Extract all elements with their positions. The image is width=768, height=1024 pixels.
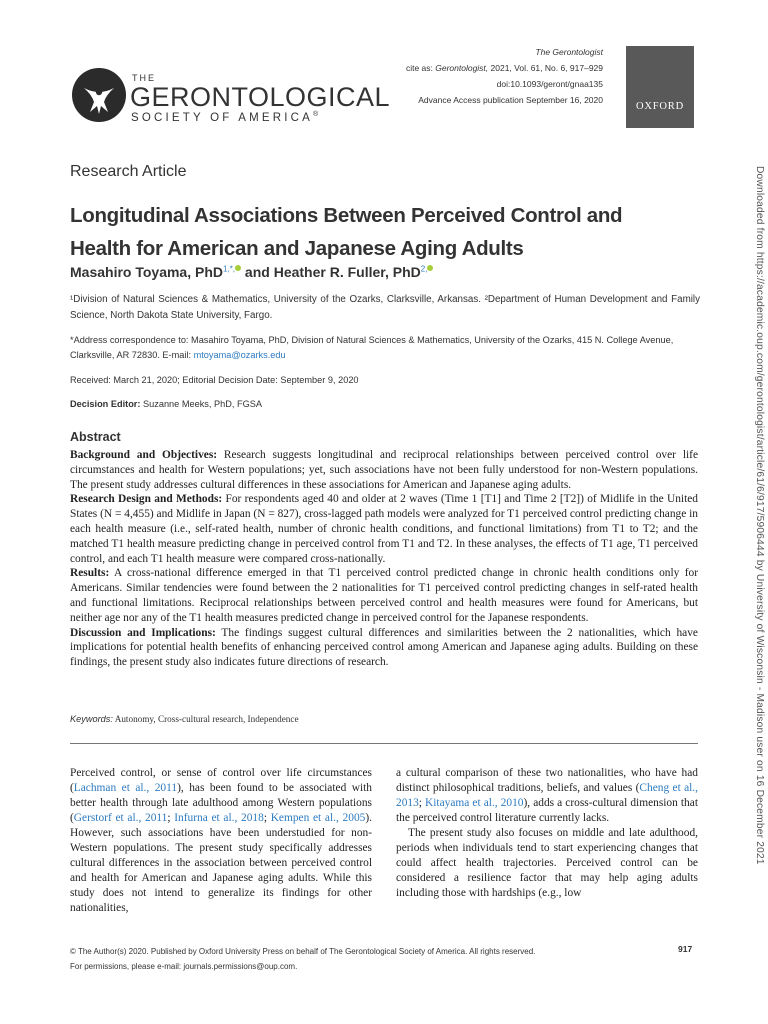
author-list: Masahiro Toyama, PhD$^{1,*,}$ and Heather R. Fuller, PhD$^{2,}$ — [70, 264, 433, 280]
body-column-right: a cultural comparison of these two nationalities, who have had distinct philosophical traditions, beliefs, and values (Cheng et al., 2013; Kitayama et al., 2010), adds a cross-cultural dimension that the perceived control literature currently lacks. The present study also focuses on middle and late adulthood, periods when individuals tend to start experiencing changes that could affect health trajectories. Perceived control can be considered a resilience factor that may help aging adults including those with hardships (e.g., low — [396, 767, 698, 899]
keywords: Keywords: Autonomy, Cross-cultural research, Independence — [70, 714, 299, 724]
oxford-logo: OXFORD — [626, 46, 694, 128]
download-watermark: Downloaded from https://academic.oup.com/gerontologist/article/61/6/917/5906444 by University of Wisconsin - Madison user on 16 December 2021 — [754, 166, 765, 865]
body-column-left: Perceived control, or sense of control over life circumstances (Lachman et al., 2011), has been found to be associated with better health through late adulthood among Western populations (Gerstorf et al., 2011; Infurna et al., 2018; Kempen et al., 2005). However, such associations have been understudied for non-Western populations. The present study specifically addresses cultural differences in the association between perceived control and health for American and Japanese aging adults. While this study does not intend to generalize its findings for other nationalities, — [70, 767, 372, 914]
citation-link[interactable]: Gerstorf et al., 2011 — [73, 812, 168, 824]
citation-link[interactable]: Lachman et al., 2011 — [73, 782, 178, 794]
copyright-footer: © The Author(s) 2020. Published by Oxford University Press on behalf of The Gerontological Society of America. All rights reserved. For permissions, please e-mail: journals.permissions@oup.com. — [70, 947, 536, 971]
abstract-heading: Abstract — [70, 430, 121, 444]
correspondence: *Address correspondence to: Masahiro Toyama, PhD, Division of Natural Sciences & Mathematics, University of the Ozarks, 415 N. College Avenue, Clarksville, AR 72830. E-mail: mtoyama@ozarks.edu — [70, 335, 674, 360]
doi-line[interactable]: doi:10.1093/geront/gnaa135 — [496, 79, 603, 89]
affiliations: ¹Division of Natural Sciences & Mathematics, University of the Ozarks, Clarksville, Arkansas. ²Department of Human Development and Family Science, North Dakota State University, Fargo. — [70, 294, 700, 321]
orcid-icon[interactable] — [427, 265, 433, 271]
gsa-logo-emblem-icon — [70, 66, 128, 124]
journal-name: The Gerontologist — [535, 47, 603, 57]
article-type: Research Article — [70, 163, 187, 180]
logo-subtitle: SOCIETY OF AMERICA® — [131, 111, 319, 124]
citation-link[interactable]: Kitayama et al., 2010 — [425, 797, 524, 809]
correspondence-email-link[interactable]: mtoyama@ozarks.edu — [193, 350, 286, 360]
author-fuller[interactable]: Heather R. Fuller, PhD — [273, 264, 421, 280]
article-title: Longitudinal Associations Between Perceived Control and Health for American and Japanese Aging Adults — [70, 204, 623, 260]
page-number: 917 — [678, 944, 693, 954]
author-toyama[interactable]: Masahiro Toyama, PhD — [70, 264, 224, 280]
received-dates: Received: March 21, 2020; Editorial Decision Date: September 9, 2020 — [70, 375, 359, 385]
cite-line: cite as: Gerontologist, 2021, Vol. 61, No. 6, 917–929 — [405, 63, 603, 73]
citation-link[interactable]: Cheng et al., 2013 — [396, 782, 698, 809]
section-divider — [70, 743, 698, 744]
logo-the: THE — [132, 73, 156, 83]
logo-wordmark: GERONTOLOGICAL — [130, 82, 391, 112]
citation-link[interactable]: Infurna et al., 2018 — [174, 812, 264, 824]
abstract-body: Background and Objectives: Research suggests longitudinal and reciprocal relationships between perceived control over life circumstances and health for Western populations; yet, such associations have not been fully understood for non-Western populations. The present study addresses cultural differences in these associations for American and Japanese aging adults. Research Design and Methods: For respondents aged 40 and older at 2 waves (Time 1 [T1] and Time 2 [T2]) of Midlife in the United States (N = 4,455) and Midlife in Japan (N = 827), cross-lagged path models were analyzed for T1 perceived control predicting change in each health measure (i.e., self-rated health, number of chronic health conditions, and functional limitations) from T1 to T2; and the matched T1 health measure predicting change in perceived control from T1 and T2. In these analyses, the effects of T1 age, T1 perceived control, and each T1 health measure were compared cross-nationally. Results: A cross-national difference emerged in that T1 perceived control predicted change in chronic health conditions only for Americans. Similar tendencies were found between the 2 nationalities for T1 perceived control predicting changes in self-rated health and functional limitations. Reciprocal relationships between perceived control and health measures were found for Americans, but neither age nor any of the T1 health measures predicted change in perceived control for the Japanese respondents. Discussion and Implications: The findings suggest cultural differences and similarities between the 2 nationalities, which have implications for potential health benefits of enhancing perceived control among American and Japanese aging adults. Building on these findings, the present study also indicates future directions of research. — [70, 449, 698, 669]
decision-editor: Decision Editor: Suzanne Meeks, PhD, FGSA — [70, 399, 262, 409]
citation-link[interactable]: Kempen et al., 2005 — [270, 812, 366, 824]
advance-access-line: Advance Access publication September 16, 2020 — [418, 95, 603, 105]
